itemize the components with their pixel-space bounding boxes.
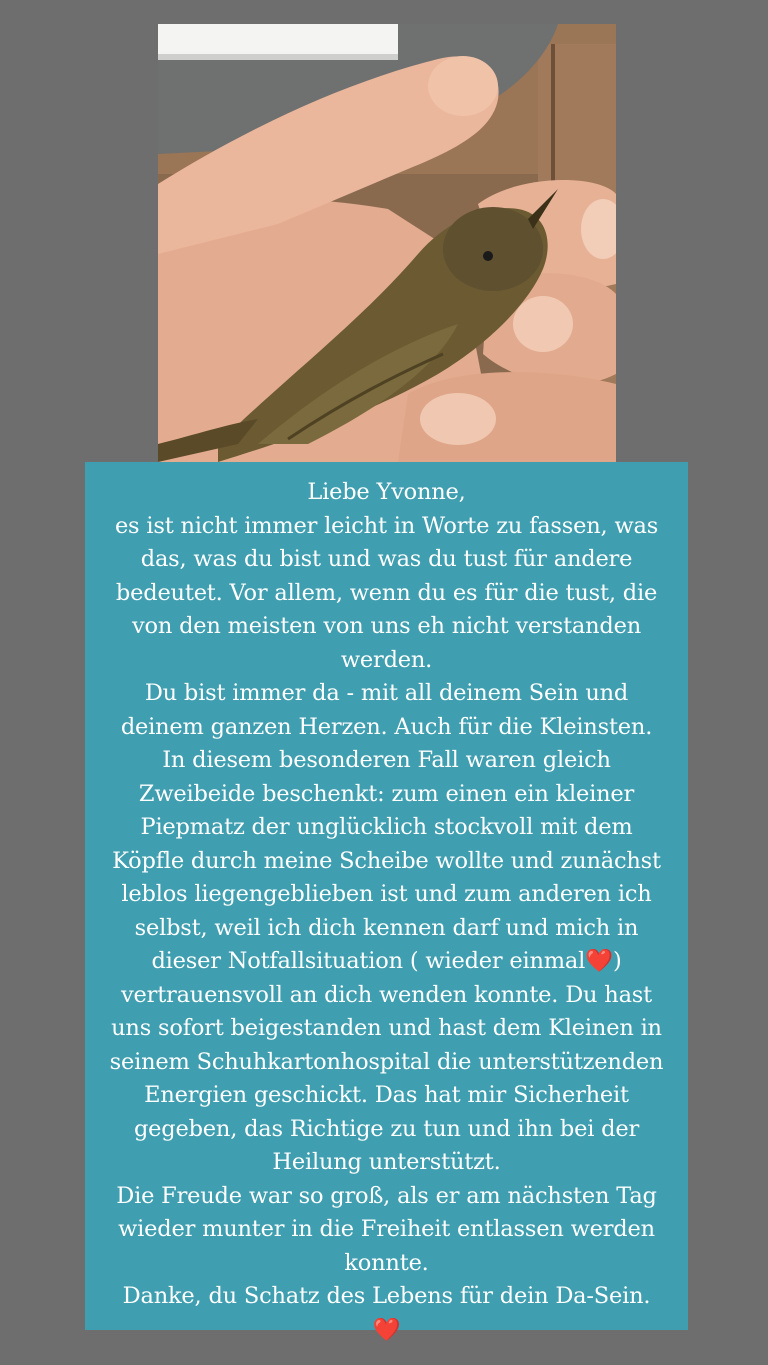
bird-in-hand-image — [158, 24, 616, 462]
story-line: Köpfle durch meine Scheibe wollte und zunächst — [112, 847, 661, 874]
story-line: Danke, du Schatz des Lebens für dein Da-Sein. — [122, 1283, 651, 1309]
story-line: Liebe Yvonne, — [307, 479, 466, 505]
story-line: Heilung unterstützt. — [272, 1149, 501, 1175]
story-line: deinem ganzen Herzen. Auch für die Kleinsten. — [120, 713, 653, 740]
story-line: Die Freude war so groß, als er am nächsten Tag — [116, 1182, 657, 1209]
story-line: In diesem besonderen Fall waren gleich — [162, 747, 611, 773]
story-line: es ist nicht immer leicht in Worte zu fassen, was — [114, 512, 659, 539]
story-line: Zweibeide beschenkt: zum einen ein kleiner — [138, 780, 635, 807]
story-line: uns sofort beigestanden und hast dem Kleinen in — [111, 1015, 662, 1041]
story-text-card — [85, 462, 688, 1343]
story-line: vertrauensvoll an dich wenden konnte. Du hast — [121, 981, 652, 1008]
story-line: von den meisten von uns eh nicht verstanden — [131, 613, 642, 639]
story-line: Energien geschickt. Das hat mir Sicherheit — [144, 1082, 629, 1108]
heart-icon: ❤️ — [372, 1316, 401, 1343]
story-line: selbst, weil ich dich kennen darf und mich in — [134, 914, 639, 941]
story-line: das, was du bist und was du tust für andere — [140, 546, 633, 572]
story-line: wieder munter in die Freiheit entlassen werden — [118, 1216, 655, 1242]
story-line: seinem Schuhkartonhospital die unterstützenden — [109, 1048, 664, 1075]
story-line: dieser Notfallsituation ( wieder einmal❤️) — [151, 948, 622, 974]
story-line: bedeutet. Vor allem, wenn du es für die tust, die — [115, 579, 658, 606]
story-line: leblos liegengeblieben ist und zum anderen ich — [121, 881, 652, 907]
story-line: Piepmatz der unglücklich stockvoll mit dem — [140, 814, 633, 840]
story-line: Du bist immer da - mit all deinem Sein und — [144, 680, 629, 706]
story-line: werden. — [340, 646, 433, 673]
bird-in-hand-photo — [158, 24, 616, 462]
story-line: konnte. — [344, 1249, 429, 1276]
story-line: gegeben, das Richtige zu tun und ihn bei der — [133, 1115, 640, 1142]
